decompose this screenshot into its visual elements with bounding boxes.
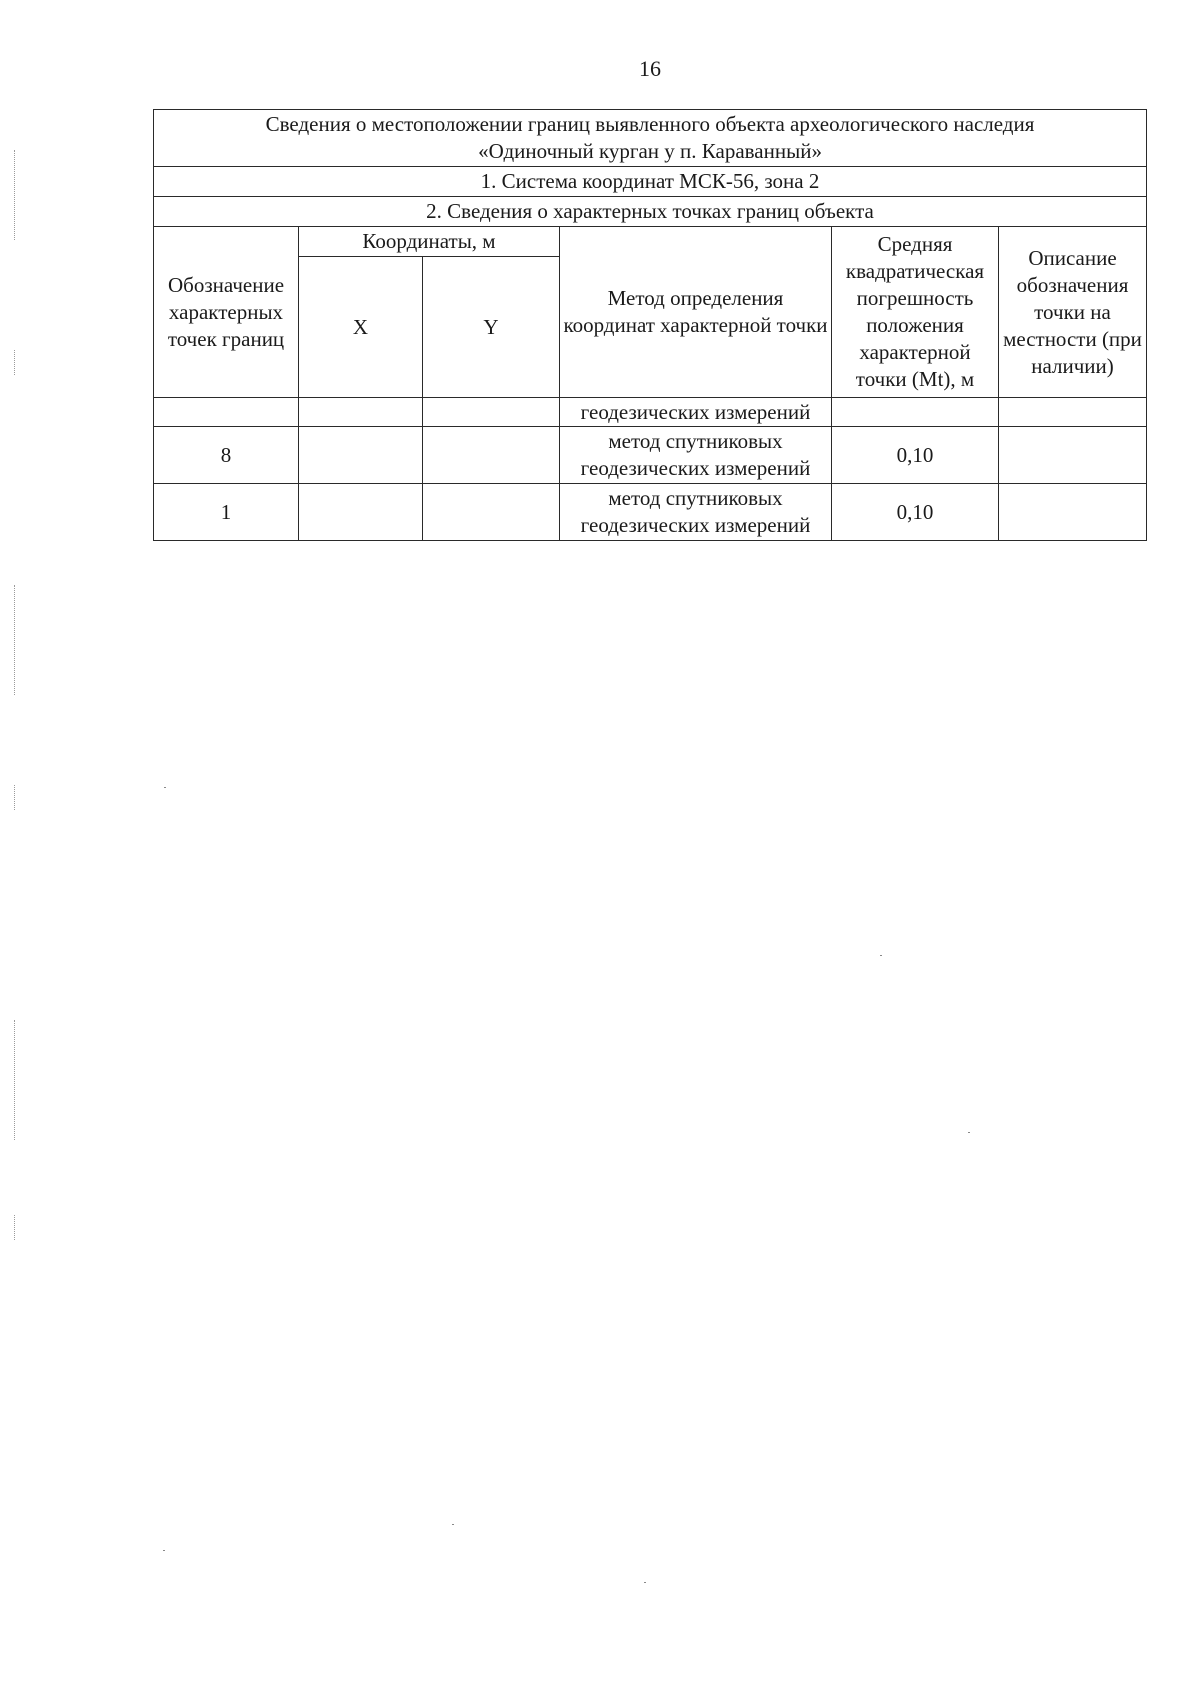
- cell-x: [299, 484, 423, 541]
- scan-artifact: [14, 785, 16, 810]
- scan-speck: [644, 1582, 646, 1583]
- header-error: Средняя квадратическая погрешность положения характерной точки (Mt), м: [832, 227, 999, 398]
- cell-error: 0,10: [832, 484, 999, 541]
- cell-method-line2: геодезических измерений: [580, 513, 811, 537]
- table-title-row: [154, 110, 1147, 167]
- cell-method: [560, 427, 832, 484]
- scan-speck: [164, 787, 166, 788]
- points-section-label: 2. Сведения о характерных точках границ объекта: [154, 197, 1147, 227]
- header-point-designation: Обозначение характерных точек границ: [154, 227, 299, 398]
- table-title-line2: «Одиночный курган у п. Караванный»: [478, 139, 822, 163]
- cell-x: [299, 398, 423, 427]
- scan-artifact: [14, 350, 16, 375]
- cell-description: [999, 484, 1147, 541]
- cell-y: [423, 427, 560, 484]
- cell-method: геодезических измерений: [560, 398, 832, 427]
- table-title: [154, 110, 1147, 167]
- scan-speck: [968, 1132, 970, 1133]
- coordinate-system-row: [154, 167, 1147, 197]
- scan-speck: [163, 1550, 165, 1551]
- header-coordinates: Координаты, м: [299, 227, 560, 257]
- coordinate-system-label: 1. Система координат МСК-56, зона 2: [154, 167, 1147, 197]
- cell-description: [999, 427, 1147, 484]
- cell-description: [999, 398, 1147, 427]
- cell-method-line1: метод спутниковых: [608, 429, 783, 453]
- header-method: Метод определения координат характерной точки: [560, 227, 832, 398]
- cell-method-line2: геодезических измерений: [580, 456, 811, 480]
- cell-y: [423, 398, 560, 427]
- page-number: 16: [639, 56, 661, 81]
- cell-point: [154, 398, 299, 427]
- cell-method-line1: метод спутниковых: [608, 486, 783, 510]
- header-y: Y: [423, 257, 560, 398]
- table-row: [154, 427, 1147, 484]
- scan-artifact: [14, 585, 16, 695]
- cell-x: [299, 427, 423, 484]
- table-row: [154, 484, 1147, 541]
- scan-speck: [880, 955, 882, 956]
- boundary-points-table: [153, 109, 1147, 541]
- scan-artifact: [14, 1020, 16, 1140]
- cell-method: [560, 484, 832, 541]
- scan-artifact: [14, 1215, 16, 1240]
- cell-point: 1: [154, 484, 299, 541]
- points-section-row: [154, 197, 1147, 227]
- cell-y: [423, 484, 560, 541]
- header-x: X: [299, 257, 423, 398]
- scan-speck: [452, 1524, 454, 1525]
- scan-artifact: [14, 150, 16, 240]
- cell-point: 8: [154, 427, 299, 484]
- table-title-line1: Сведения о местоположении границ выявленного объекта археологического наследия: [265, 112, 1035, 136]
- header-row-1: [154, 227, 1147, 257]
- table-row: [154, 398, 1147, 427]
- header-description: Описание обозначения точки на местности (при наличии): [999, 227, 1147, 398]
- cell-error: 0,10: [832, 427, 999, 484]
- cell-error: [832, 398, 999, 427]
